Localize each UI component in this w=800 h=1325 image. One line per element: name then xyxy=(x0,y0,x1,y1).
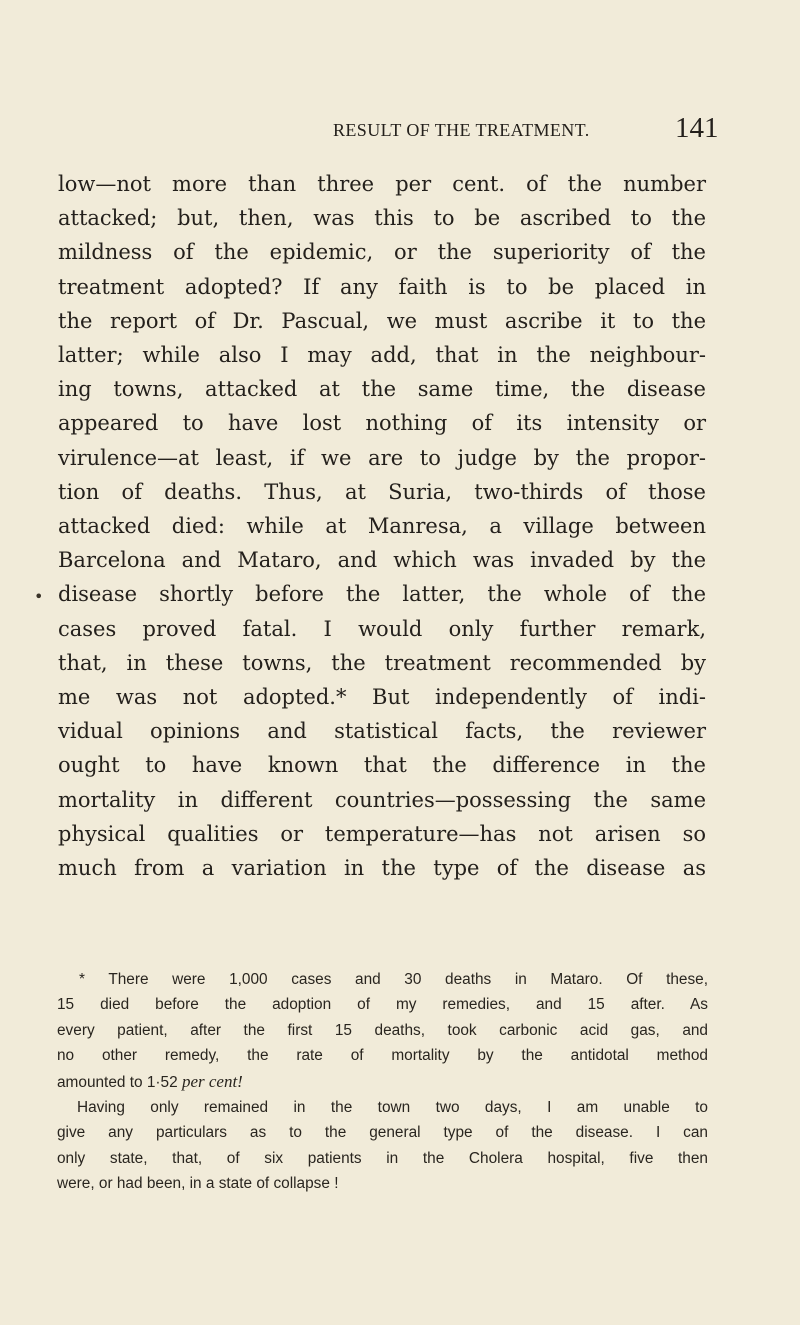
body-line: low—not more than three per cent. of the number xyxy=(58,172,706,196)
body-line: mildness of the epidemic, or the superiority of the xyxy=(58,240,706,265)
footnote-line: no other remedy, the rate of mortality by the antidotal method xyxy=(57,1047,708,1065)
page-number: 141 xyxy=(675,112,719,144)
body-line: disease shortly before the latter, the whole of the xyxy=(58,582,706,607)
footnote-line: give any particulars as to the general type of the disease. I can xyxy=(57,1124,708,1142)
body-line: that, in these towns, the treatment recommended by xyxy=(58,650,706,675)
footnote-line: every patient, after the first 15 deaths, took carbonic acid gas, and xyxy=(57,1021,708,1039)
body-text xyxy=(58,167,706,885)
footnote-line: 15 died before the adoption of my remedies, and 15 after. As xyxy=(57,996,708,1014)
footnote-line xyxy=(57,1069,708,1095)
body-line: cases proved fatal. I would only further remark, xyxy=(58,616,706,641)
page-header xyxy=(0,108,800,156)
footnote-line: * There were 1,000 cases and 30 deaths in Mataro. Of these, xyxy=(79,971,708,988)
body-line: tion of deaths. Thus, at Suria, two-thirds of those xyxy=(58,479,706,504)
footnote-line: were, or had been, in a state of collapse ! xyxy=(57,1175,339,1193)
body-line: ought to have known that the difference in the xyxy=(58,753,706,778)
footnote-line: Having only remained in the town two days, I am unable to xyxy=(77,1099,708,1117)
body-line: attacked; but, then, was this to be ascribed to the xyxy=(58,206,706,231)
per-cent-italic: per cent! xyxy=(181,1071,243,1091)
body-line: latter; while also I may add, that in the neighbour- xyxy=(58,343,706,368)
footnotes xyxy=(57,967,708,1197)
body-line: Barcelona and Mataro, and which was invaded by the xyxy=(58,548,706,573)
mortality-rate: amounted to 1·52 xyxy=(57,1073,178,1091)
body-line: virulence—at least, if we are to judge by the propor- xyxy=(58,445,706,470)
body-line: appeared to have lost nothing of its intensity or xyxy=(58,411,706,436)
running-head: RESULT OF THE TREATMENT. xyxy=(333,120,590,140)
body-line: attacked died: while at Manresa, a village between xyxy=(58,514,706,539)
body-line: physical qualities or temperature—has not arisen so xyxy=(58,821,706,846)
body-line: the report of Dr. Pascual, we must ascribe it to the xyxy=(58,308,706,333)
margin-mark: • xyxy=(34,587,44,606)
body-line: me was not adopted.* But independently of indi- xyxy=(58,685,706,710)
body-line: much from a variation in the type of the disease as xyxy=(58,856,706,881)
footnote-line: only state, that, of six patients in the Cholera hospital, five then xyxy=(57,1149,708,1167)
body-line: ing towns, attacked at the same time, the disease xyxy=(58,377,706,402)
body-line: mortality in different countries—possessing the same xyxy=(58,787,706,812)
body-line: vidual opinions and statistical facts, the reviewer xyxy=(58,719,706,744)
body-line: treatment adopted? If any faith is to be placed in xyxy=(58,274,706,299)
